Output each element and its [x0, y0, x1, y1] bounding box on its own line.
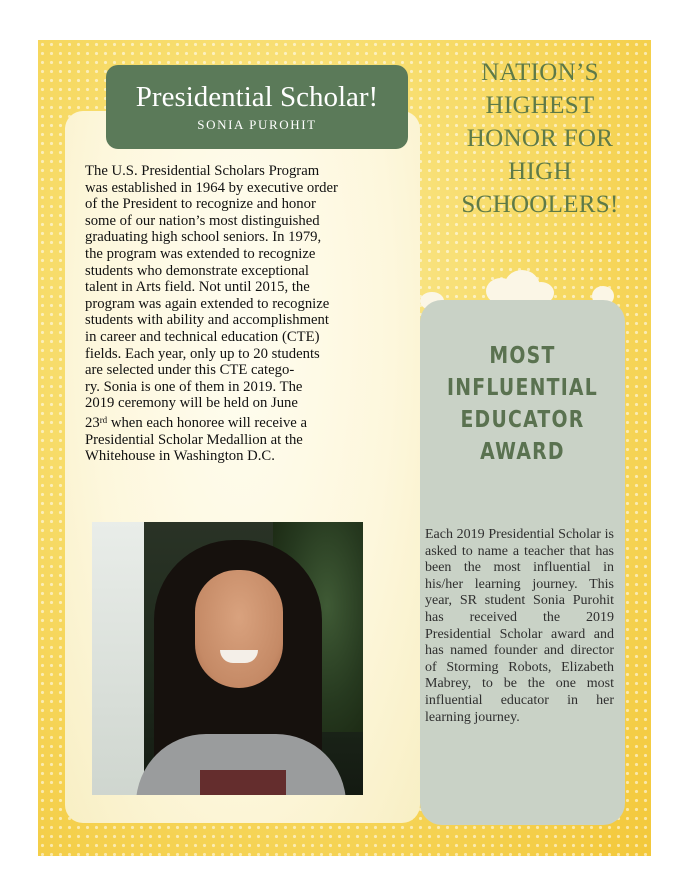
page-title: Presidential Scholar! [135, 81, 379, 113]
headline-line: SCHOOLERS! [461, 191, 619, 218]
headline-line: HONOR FOR [466, 125, 614, 152]
student-photo [92, 522, 363, 795]
award-title [438, 340, 606, 468]
photo-window [92, 522, 144, 795]
award-title-line: EDUCATOR [460, 407, 585, 433]
article-text-part-1: The U.S. Presidential Scholars Program was established in 1964 by executive order of the President to recognize and honor some of our nation’s most distinguished graduating high school seniors. In 1979, the program was extended to recognize students who demonstrate exceptional talent in Arts field. Not until 2015, the program was again extended to recognize students with ability and accomplishment in career and technical education (CTE) fields. Each year, only up to 20 students are selected under this CTE catego- ry. Sonia is one of them in 2019. The 2019 ceremony will be held on June 23 [85, 163, 338, 431]
award-title-line: INFLUENTIAL [446, 375, 599, 401]
award-title-line: MOST [489, 343, 556, 369]
article-text-part-2: when each honoree will receive a Presidential Scholar Medallion at the Whitehouse in Washington D.C. [85, 414, 307, 465]
award-description: Each 2019 Presidential Scholar is asked to name a teacher that has been the most influential in his/her learning journey. This year, SR student Sonia Purohit has received the 2019 Presidential Scholar award and has named founder and director of Storming Robots, Elizabeth Mabrey, to be the one most influential educator in her learning journey. [425, 527, 614, 725]
photo-shirt-print [200, 770, 286, 795]
headline [440, 56, 640, 221]
ordinal-suffix: rd [99, 414, 108, 425]
headline-line: NATION’S [481, 59, 599, 86]
photo-face [195, 570, 283, 688]
headline-line: HIGHEST [485, 92, 595, 119]
article-body [85, 163, 425, 465]
title-banner [106, 65, 408, 149]
headline-line: HIGH [508, 158, 572, 185]
student-name: SONIA PUROHIT [197, 117, 317, 132]
award-title-line: AWARD [480, 439, 565, 465]
